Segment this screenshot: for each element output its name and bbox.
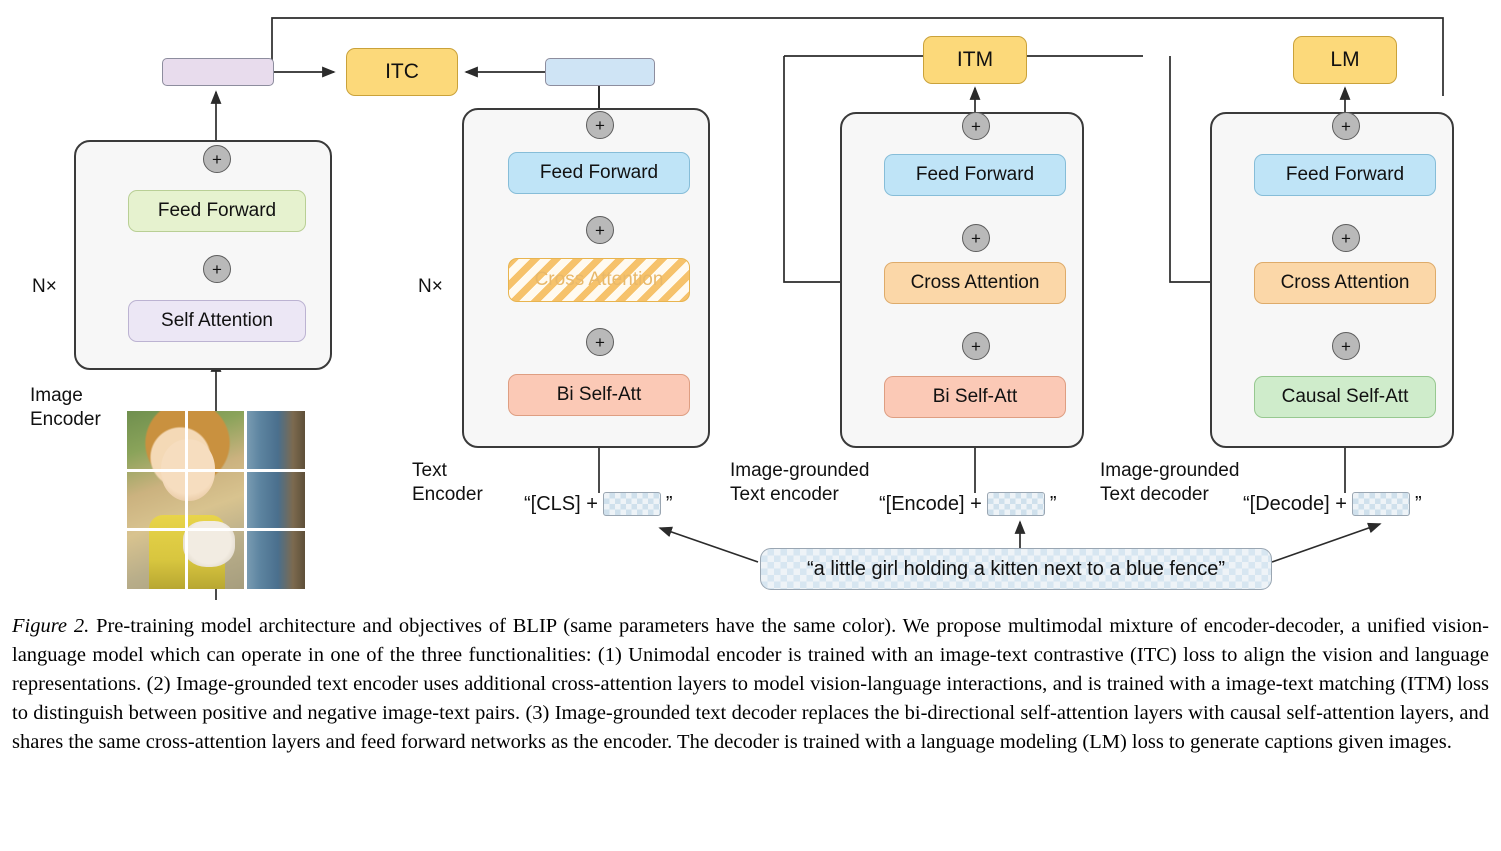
image-encoder-repeat-label: N× [32, 276, 57, 297]
figure-caption-text: Pre-training model architecture and objectives of BLIP (same parameters have the same color). We propose multimodal mixture of encoder-decoder, a unified vision-language model which can operate in one of the three functionalities: (1) Unimodal encoder is trained with an image-text contrastive (ITC) loss to align the vision and language representations. (2) Image-grounded text encoder uses additional cross-attention layers to model vision-language interactions, and is trained with a image-text matching (ITM) loss to distinguish between positive and negative image-text pairs. (3) Image-grounded text decoder replaces the bi-directional self-attention layers with causal self-attention layers, and shares the same cross-attention layers and feed forward networks as the encoder. The decoder is trained with a language modeling (LM) loss to generate captions given images. [12, 615, 1489, 754]
objective-itc: ITC [346, 48, 458, 96]
text-encoder-repeat-label: N× [418, 276, 443, 297]
grounded-decoder-name-line1: Image-grounded [1100, 460, 1240, 481]
grounded-encoder-name-line2: Text encoder [730, 484, 839, 505]
text-encoder-input-prefix: “[CLS] + [524, 492, 598, 515]
masked-text-icon [987, 492, 1045, 516]
grounded-encoder-input-suffix: ” [1049, 492, 1057, 515]
text-encoder-input-suffix: ” [665, 492, 673, 515]
image-encoder-feed-forward: Feed Forward [128, 190, 306, 232]
masked-text-icon [1352, 492, 1410, 516]
residual-add-icon: + [1332, 332, 1360, 360]
grounded-decoder-feed-forward: Feed Forward [1254, 154, 1436, 196]
grounded-decoder-input-suffix: ” [1414, 492, 1422, 515]
grounded-encoder-bi-self-att: Bi Self-Att [884, 376, 1066, 418]
residual-add-icon: + [586, 111, 614, 139]
text-encoder-feed-forward: Feed Forward [508, 152, 690, 194]
text-encoder-cross-attention-disabled: Cross Attention [508, 258, 690, 302]
figure-caption-label: Figure 2. [12, 615, 90, 637]
residual-add-icon: + [586, 216, 614, 244]
image-encoder-self-attention: Self Attention [128, 300, 306, 342]
text-input-caption-box: “a little girl holding a kitten next to a blue fence” [760, 548, 1272, 590]
text-encoder-name-line1: Text [412, 460, 447, 481]
grounded-decoder-cross-attention: Cross Attention [1254, 262, 1436, 304]
grounded-decoder-name-line2: Text decoder [1100, 484, 1209, 505]
input-image-thumbnail [127, 411, 305, 589]
figure-caption [12, 612, 1489, 758]
residual-add-icon: + [962, 224, 990, 252]
image-encoder-name-line1: Image [30, 385, 83, 406]
grounded-encoder-input-token [879, 492, 1057, 516]
residual-add-icon: + [203, 145, 231, 173]
residual-add-icon: + [962, 332, 990, 360]
residual-add-icon: + [962, 112, 990, 140]
grounded-decoder-causal-self-att: Causal Self-Att [1254, 376, 1436, 418]
text-encoder-name-line2: Encoder [412, 484, 483, 505]
text-encoder-input-token [524, 492, 673, 516]
residual-add-icon: + [586, 328, 614, 356]
grounded-encoder-cross-attention: Cross Attention [884, 262, 1066, 304]
grounded-decoder-input-token [1243, 492, 1422, 516]
grounded-encoder-feed-forward: Feed Forward [884, 154, 1066, 196]
image-encoder-name-line2: Encoder [30, 409, 101, 430]
grounded-encoder-input-prefix: “[Encode] + [879, 492, 982, 515]
residual-add-icon: + [203, 255, 231, 283]
grounded-decoder-input-prefix: “[Decode] + [1243, 492, 1347, 515]
residual-add-icon: + [1332, 112, 1360, 140]
masked-text-icon [603, 492, 661, 516]
grounded-encoder-name-line1: Image-grounded [730, 460, 870, 481]
residual-add-icon: + [1332, 224, 1360, 252]
objective-lm: LM [1293, 36, 1397, 84]
image-embedding-bar [162, 58, 274, 86]
text-embedding-bar [545, 58, 655, 86]
objective-itm: ITM [923, 36, 1027, 84]
text-encoder-bi-self-att: Bi Self-Att [508, 374, 690, 416]
